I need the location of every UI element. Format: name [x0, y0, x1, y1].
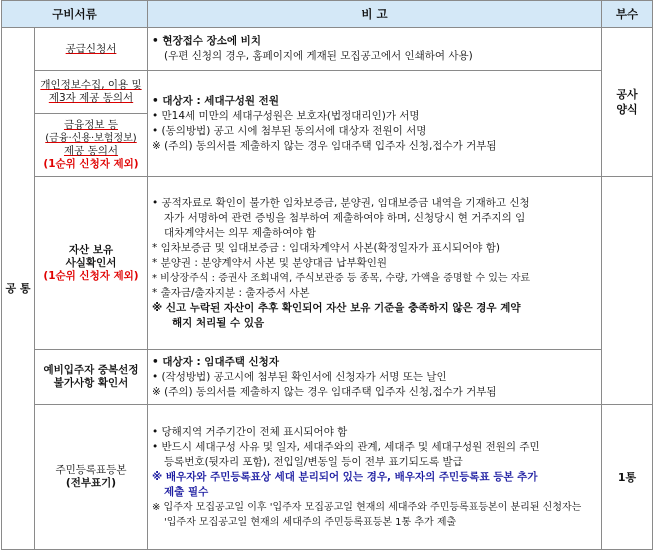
remarks-cell	[148, 28, 602, 71]
doc-title: 예비입주자 중복선정	[43, 364, 139, 376]
remarks-cell	[148, 71, 602, 177]
doc-title: 개인정보수집, 이용 및	[40, 79, 142, 91]
remark-line: * 비상장주식 : 증권사 조회내역, 주식보관증 등 종목, 수량, 가액을 증명할 수 있는 자료	[152, 272, 531, 284]
category-cell: 공 통	[2, 28, 35, 550]
remark-line: • 현장접수 장소에 비치	[152, 35, 261, 47]
doc-note: (1순위 신청자 제외)	[43, 269, 139, 282]
remark-line: '입주자 모집공고일 현재의 세대주의 주민등록표등본 1통 추가 제출	[164, 516, 457, 528]
remark-line: • 당해지역 거주기간이 전체 표시되어야 함	[152, 425, 348, 438]
table-row	[2, 177, 653, 350]
doc-title: 불가사항 확인서	[53, 377, 129, 389]
remark-line: 등록번호(뒷자리 포함), 전입일/변동일 등이 전부 표기되도록 발급	[164, 455, 463, 468]
remark-line: • (작성방법) 공고시에 첨부된 확인서에 신청자가 서명 또는 날인	[152, 370, 447, 383]
header-row	[2, 1, 653, 28]
remark-line: ※ (주의) 동의서를 제출하지 않는 경우 임대주택 입주자 신청,접수가 거부됨	[152, 139, 497, 152]
remarks-cell	[148, 350, 602, 405]
remark-line: * 출자금/출자지분 : 출자증서 사본	[152, 286, 310, 299]
doc-title: (전부표기)	[65, 477, 117, 489]
remark-line: * 임차보증금 및 임대보증금 : 임대차계약서 사본(확정일자가 표시되어야 함)	[152, 241, 500, 254]
table-row	[2, 71, 653, 114]
header-remarks: 비 고	[148, 1, 602, 28]
doc-title: 공급신청서	[65, 42, 117, 55]
remarks-cell	[148, 405, 602, 550]
remark-line: • 대상자 : 세대구성원 전원	[152, 94, 279, 107]
remark-line: 제출 필수	[164, 485, 209, 498]
table-row	[2, 350, 653, 405]
qty-empty-cell	[602, 177, 653, 405]
remark-line: 해지 처리될 수 있음	[172, 316, 265, 329]
remark-line: • 대상자 : 임대주택 신청자	[152, 355, 279, 368]
remark-line: • (동의방법) 공고 시에 첨부된 동의서에 대상자 전원이 서명	[152, 124, 427, 137]
doc-note: (1순위 신청자 제외)	[43, 158, 139, 170]
doc-title: 금융정보 등	[63, 119, 119, 131]
doc-title: 주민등록표등본	[55, 464, 127, 476]
doc-cell	[35, 28, 148, 71]
doc-title: (금융·신용·보험정보)	[45, 133, 137, 144]
table-row	[2, 28, 653, 71]
remark-line: (우편 신청의 경우, 홈페이지에 게재된 모집공고에서 인쇄하여 사용)	[164, 50, 473, 62]
table-row	[2, 405, 653, 550]
remark-line: ※ 신고 누락된 자산이 추후 확인되어 자산 보유 기준을 충족하지 않은 경우 계약	[152, 301, 521, 314]
remark-line: • 만14세 미만의 세대구성원은 보호자(법정대리인)가 서명	[152, 109, 420, 122]
header-copies: 부수	[602, 1, 653, 28]
doc-title: 자산 보유	[68, 243, 114, 256]
header-documents: 구비서류	[2, 1, 148, 28]
remark-line: 자가 서명하여 관련 증빙을 첨부하여 제출하여야 하며, 신청당시 현 거주지의 임	[164, 211, 526, 224]
document-requirements-table	[1, 0, 653, 550]
doc-cell	[35, 350, 148, 405]
doc-title: 사실확인서	[65, 256, 117, 269]
remark-line: • 공적자료로 확인이 불가한 임차보증금, 분양권, 임대보증금 내역을 기재하고 신청	[152, 196, 530, 209]
doc-cell	[35, 405, 148, 550]
remark-line: ※ 입주자 모집공고일 이후 '입주자 모집공고일 현재의 세대주와 주민등록표등본이 분리된 신청자는	[152, 501, 582, 513]
remark-line: 대차계약서는 의무 제출하여야 함	[164, 226, 317, 239]
doc-title: 제3자 제공 동의서	[48, 92, 134, 104]
remark-line: • 반드시 세대구성 사유 및 일자, 세대주와의 관계, 세대주 및 세대구성원 전원의 주민	[152, 440, 540, 453]
remarks-cell	[148, 177, 602, 350]
remark-line: ※ (주의) 동의서를 제출하지 않는 경우 임대주택 입주자 신청,접수가 거부됨	[152, 385, 497, 398]
doc-cell	[35, 71, 148, 114]
qty-form-cell: 공사 양식	[602, 28, 653, 177]
doc-title: 제공 동의서	[63, 145, 119, 157]
doc-cell	[35, 114, 148, 177]
qty-copies-cell: 1통	[602, 405, 653, 550]
doc-cell	[35, 177, 148, 350]
remark-line: * 분양권 : 분양계약서 사본 및 분양대금 납부확인원	[152, 256, 388, 269]
remark-line: ※ 배우자와 주민등록표상 세대 분리되어 있는 경우, 배우자의 주민등록표 등본 추가	[152, 470, 538, 483]
